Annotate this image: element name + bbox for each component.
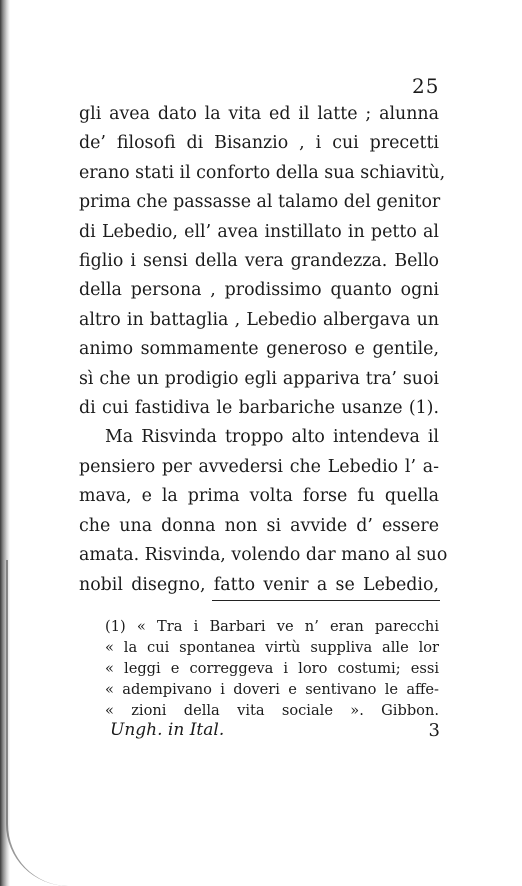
footnotes [79, 616, 439, 721]
page-number: 25 [412, 74, 440, 98]
signature-number: 3 [428, 720, 440, 741]
main-text [79, 100, 448, 600]
text-line: pensiero per avvedersi che Lebedio l’ a- [79, 456, 439, 477]
text-line: altro in battaglia , Lebedio albergava un [79, 309, 439, 330]
footnote-line: « zioni della vita sociale ». Gibbon. [105, 702, 439, 719]
text-line: di cui fastidiva le barbariche usanze (1). [79, 398, 439, 419]
text-line: che una donna non si avvide d’ essere [79, 515, 439, 536]
page-curl-shadow [6, 560, 68, 886]
text-line: prima che passasse al talamo del genitor [79, 192, 441, 213]
footnote-line: (1) « Tra i Barbari ve n’ eran parecchi [105, 618, 439, 635]
text-line: di Lebedio, ell’ avea instillato in petto al [79, 221, 439, 242]
text-line: de’ filosofi di Bisanzio , i cui precetti [79, 133, 439, 154]
text-line: animo sommamente generoso e gentile, [79, 339, 439, 360]
printer-signature: Ungh. in Ital. [110, 720, 225, 740]
text-line: erano stati il conforto della sua schiavitù, [79, 162, 446, 183]
footnote-rule [212, 600, 440, 601]
signature-row [110, 720, 440, 746]
text-line: sì che un prodigio egli appariva tra’ suoi [79, 368, 439, 389]
text-line: mava, e la prima volta forse fu quella [79, 486, 439, 507]
text-line: della persona , prodissimo quanto ogni [79, 280, 439, 301]
text-line: figlio i sensi della vera grandezza. Bello [79, 251, 439, 272]
text-line: gli avea dato la vita ed il latte ; alunna [79, 104, 439, 124]
text-line: Ma Risvinda troppo alto intendeva il [105, 427, 439, 448]
text-line: amata. Risvinda, volendo dar mano al suo [79, 545, 448, 566]
footnote-line: « adempivano i doveri e sentivano le affe- [105, 681, 439, 698]
footnote-line: « la cui spontanea virtù suppliva alle lor [105, 639, 439, 656]
text-line: nobil disegno, fatto venir a se Lebedio, [79, 574, 439, 595]
footnote-line: « leggi e correggeva i loro costumi; essi [105, 660, 439, 677]
